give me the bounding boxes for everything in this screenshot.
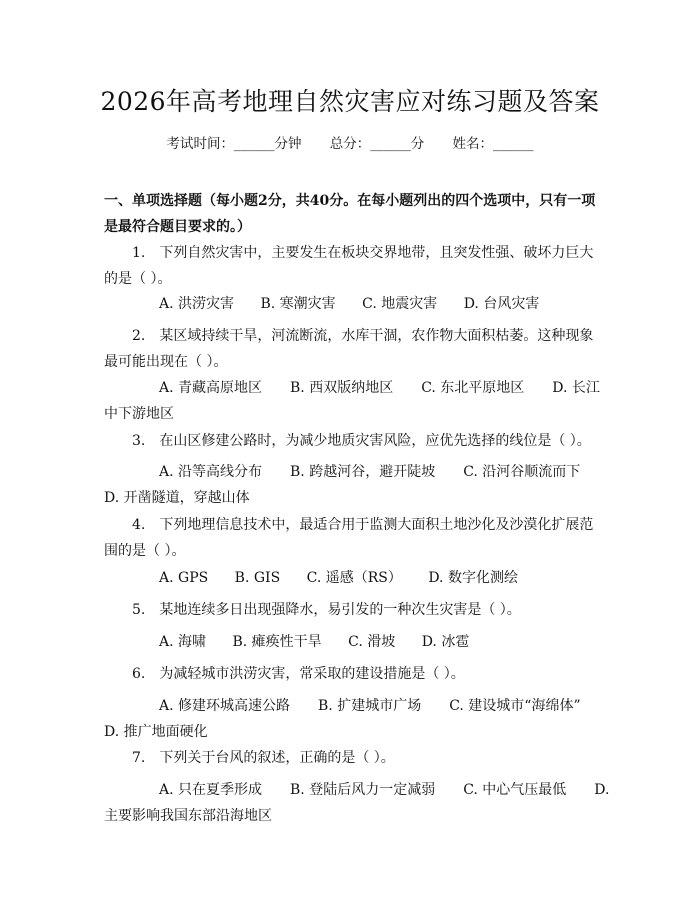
options-line-wrap: D. 推广地面硬化 xyxy=(104,724,208,740)
exam-score: 总分：______分 xyxy=(329,136,425,152)
question-2-options xyxy=(104,375,604,427)
question-stem: 1. 下列自然灾害中，主要发生在板块交界地带，且突发性强、破坏力巨大的是（ ）。 xyxy=(104,245,594,287)
exam-time: 考试时间：______分钟 xyxy=(166,136,302,152)
page-title: 2026年高考地理自然灾害应对练习题及答案 xyxy=(100,87,600,116)
question-stem: 5. 某地连续多日出现强降水，易引发的一种次生灾害是（ ）。 xyxy=(132,602,521,618)
question-stem: 7. 下列关于台风的叙述，正确的是（ ）。 xyxy=(132,750,395,766)
option-d: D. 台风灾害 xyxy=(463,296,540,312)
question-stem: 2. 某区域持续干旱，河流断流，水库干涸，农作物大面积枯萎。这种现象最可能出现在（ ）。 xyxy=(104,328,594,370)
option-a: A. GPS xyxy=(159,570,209,586)
exam-name: 姓名：______ xyxy=(452,136,534,152)
options-line: A. 沿等高线分布 B. 跨越河谷，避开陡坡 C. 沿河谷顺流而下 xyxy=(159,464,581,480)
option-c: C. 滑坡 xyxy=(348,634,396,650)
option-d: D. 冰雹 xyxy=(421,634,470,650)
question-4-options xyxy=(104,565,604,591)
option-d: D. 数字化测绘 xyxy=(428,570,518,586)
question-6-options xyxy=(104,693,604,745)
question-1-options xyxy=(104,291,604,317)
question-3 xyxy=(104,428,604,454)
options-line-wrap: 中下游地区 xyxy=(104,406,174,422)
question-4 xyxy=(104,512,604,564)
question-3-options xyxy=(104,459,604,511)
question-7 xyxy=(104,745,604,771)
question-stem: 3. 在山区修建公路时，为减少地质灾害风险，应优先选择的线位是（ ）。 xyxy=(132,433,591,449)
option-c: C. 遥感（RS） xyxy=(306,570,402,586)
question-stem: 6. 为减轻城市洪涝灾害，常采取的建设措施是（ ）。 xyxy=(132,666,465,682)
option-b: B. 瘫痪性干旱 xyxy=(232,634,322,650)
question-1 xyxy=(104,240,604,292)
question-2 xyxy=(104,323,604,375)
options-line: A. 修建环城高速公路 B. 扩建城市广场 C. 建设城市“海绵体” xyxy=(159,698,581,714)
question-stem: 4. 下列地理信息技术中，最适合用于监测大面积土地沙化及沙漠化扩展范围的是（ ）。 xyxy=(104,517,594,559)
question-6 xyxy=(104,661,604,687)
option-c: C. 地震灾害 xyxy=(362,296,438,312)
option-b: B. 寒潮灾害 xyxy=(260,296,336,312)
options-line: A. 青藏高原地区 B. 西双版纳地区 C. 东北平原地区 D. 长江 xyxy=(159,380,600,396)
option-b: B. GIS xyxy=(234,570,281,586)
option-a: A. 海啸 xyxy=(159,634,207,650)
options-line-wrap: 主要影响我国东部沿海地区 xyxy=(104,808,272,824)
section-heading: 一、单项选择题（每小题2分，共40分。在每小题列出的四个选项中，只有一项是最符合题目要求的。） xyxy=(104,193,596,235)
option-a: A. 洪涝灾害 xyxy=(159,296,235,312)
question-5-options xyxy=(104,629,604,655)
question-7-options xyxy=(104,777,610,829)
options-line-wrap: D. 开凿隧道，穿越山体 xyxy=(104,490,250,506)
options-line: A. 只在夏季形成 B. 登陆后风力一定减弱 C. 中心气压最低 D. xyxy=(159,782,610,798)
question-5 xyxy=(104,597,604,623)
exam-meta xyxy=(0,132,700,152)
